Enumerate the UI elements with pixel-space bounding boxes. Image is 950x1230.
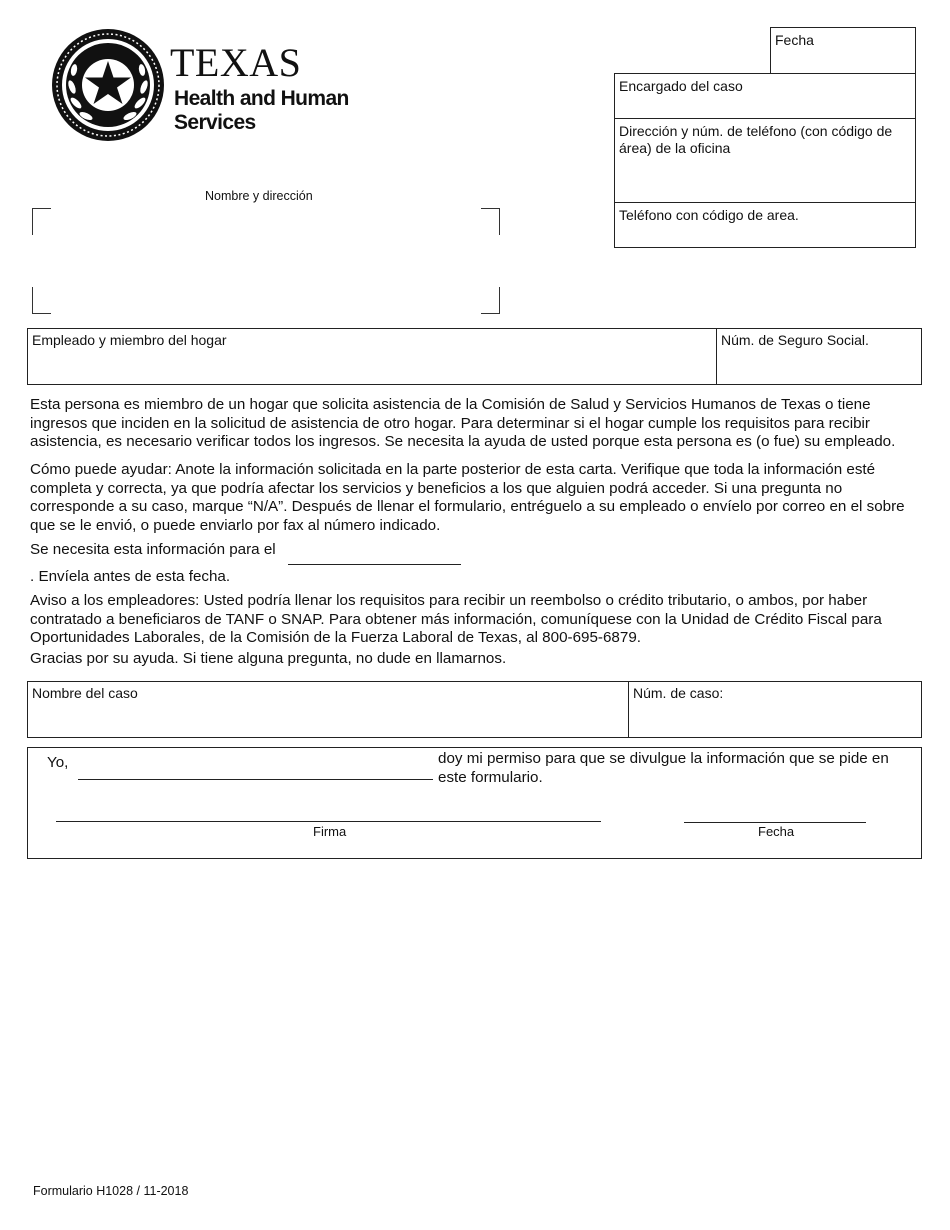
case-number-label: Núm. de caso:	[633, 685, 724, 701]
caseworker-label: Encargado del caso	[619, 78, 743, 94]
ssn-label: Núm. de Seguro Social.	[721, 332, 869, 348]
corner-top-left	[32, 208, 51, 235]
agency-name-line3: Services	[174, 111, 256, 134]
office-address-field[interactable]	[614, 118, 916, 203]
date-label: Fecha	[775, 32, 814, 48]
intro-paragraph: Esta persona es miembro de un hogar que solicita asistencia de la Comisión de Salud y Servicios Humanos de Texas o tiene ingresos que inciden en la solicitud de asistencia de otro hogar. Para determinar si el hogar cumple los requisitos para recibir asistencia, es necesario verificar todos los ingresos. Se necesita la ayuda de usted porque esta persona es (o fue) su empleado.	[30, 396, 896, 450]
consent-date-line[interactable]	[684, 822, 866, 823]
corner-bottom-right	[481, 287, 500, 314]
caseworker-field[interactable]	[614, 73, 916, 119]
office-address-label: Dirección y núm. de teléfono (con código de área) de la oficina	[619, 123, 893, 156]
how-to-help-paragraph: Cómo puede ayudar: Anote la información solicitada en la parte posterior de esta carta. Verifique que toda la información esté completa y correcta, ya que podría afectar los servicios y beneficios a los que alguien podrá acceder. Si una pregunta no corresponde a su caso, marque “N/A”. Después de llenar el formulario, entréguelo a su empleado o envíelo por correo en el sobre que se le envió, o puede enviarlo por fax al número indicado.	[30, 461, 905, 534]
yo-label: Yo,	[47, 754, 69, 771]
ssn-field[interactable]	[716, 328, 922, 385]
phone-label: Teléfono con código de area.	[619, 207, 799, 223]
agency-name-line2: Health and Human	[174, 87, 349, 110]
phone-field[interactable]	[614, 202, 916, 248]
thanks-text: Gracias por su ayuda. Si tiene alguna pregunta, no dude en llamarnos.	[30, 650, 507, 667]
case-number-field[interactable]	[628, 681, 922, 738]
needed-by-date-line[interactable]	[288, 564, 461, 565]
case-name-field[interactable]	[27, 681, 629, 738]
name-address-label: Nombre y dirección	[205, 189, 313, 203]
corner-top-right	[481, 208, 500, 235]
date-field[interactable]	[770, 27, 916, 74]
texas-seal-star-icon	[50, 27, 166, 143]
employee-field[interactable]	[27, 328, 717, 385]
employer-notice-paragraph: Aviso a los empleadores: Usted podría llenar los requisitos para recibir un reembolso o crédito tributario, o ambos, por haber contratado a beneficiaros de TANF o SNAP. Para obtener más información, comuníquese con la Unidad de Crédito Fiscal para Oportunidades Laborales, de la Comisión de la Fuerza Laboral de Texas, al 800-695-6879.	[30, 592, 882, 646]
consent-name-line[interactable]	[78, 779, 433, 780]
send-before-text: . Envíela antes de esta fecha.	[30, 568, 231, 585]
agency-name-texas: TEXAS	[170, 40, 302, 85]
case-name-label: Nombre del caso	[32, 685, 138, 701]
signature-label: Firma	[313, 824, 347, 839]
employee-label: Empleado y miembro del hogar	[32, 332, 227, 348]
form-id: Formulario H1028 / 11-2018	[33, 1184, 189, 1198]
consent-section	[27, 747, 922, 859]
corner-bottom-left	[32, 287, 51, 314]
address-window	[32, 208, 500, 314]
consent-date-label: Fecha	[758, 824, 795, 839]
consent-permission-text: doy mi permiso para que se divulgue la información que se pide en este formulario.	[438, 750, 889, 786]
needed-by-label: Se necesita esta información para el	[30, 541, 276, 558]
signature-line[interactable]	[56, 821, 601, 822]
agency-logo	[50, 27, 350, 143]
